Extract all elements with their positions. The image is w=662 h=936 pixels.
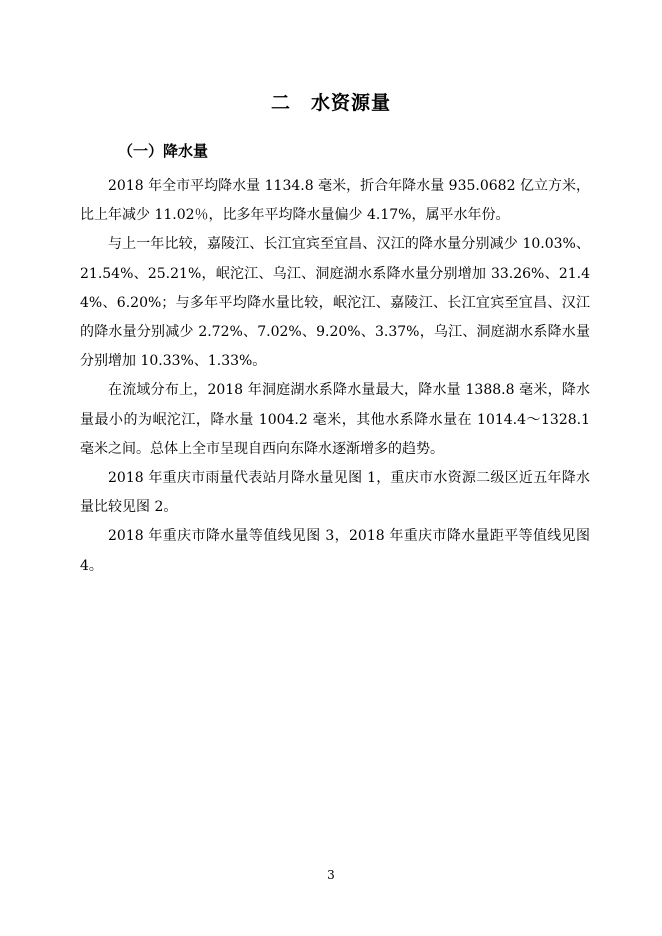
paragraph-figure-references-3-4: 2018 年重庆市降水量等值线见图 3，2018 年重庆市降水量距平等值线见图 4。 [80, 528, 590, 574]
chapter-title: 二 水资源量 [270, 92, 391, 114]
paragraph-basin-comparison: 与上一年比较，嘉陵江、长江宜宾至宜昌、汉江的降水量分别减少 10.03%、21.54%、25.21%，岷沱江、乌江、洞庭湖水系降水量分别增加 33.26%、21.44%、6.20%；与多年平均降水量比较，岷沱江、嘉陵江、长江宜宾至宜昌、汉江的降水量分别减少 2.72%、7.02%、9.20%、3.37%，乌江、洞庭湖水系降水量分别增加 10.33%、1.33%。 [80, 236, 590, 370]
paragraph-annual-precipitation: 2018 年全市平均降水量 1134.8 毫米，折合年降水量 935.0682 亿立方米，比上年减少 11.02％，比多年平均降水量偏少 4.17%，属平水年份。 [80, 178, 590, 224]
page-number: 3 [327, 868, 335, 882]
paragraph-basin-distribution: 在流域分布上，2018 年洞庭湖水系降水量最大，降水量 1388.8 毫米，降水量最小的为岷沱江，降水量 1004.2 毫米，其他水系降水量在 1014.4～1328.1 毫米之间。总体上全市呈现自西向东降水逐渐增多的趋势。 [80, 382, 590, 457]
paragraph-figure-references-1-2: 2018 年重庆市雨量代表站月降水量见图 1，重庆市水资源二级区近五年降水量比较见图 2。 [80, 470, 590, 516]
body-text [80, 172, 590, 581]
section-heading: （一）降水量 [118, 142, 209, 160]
